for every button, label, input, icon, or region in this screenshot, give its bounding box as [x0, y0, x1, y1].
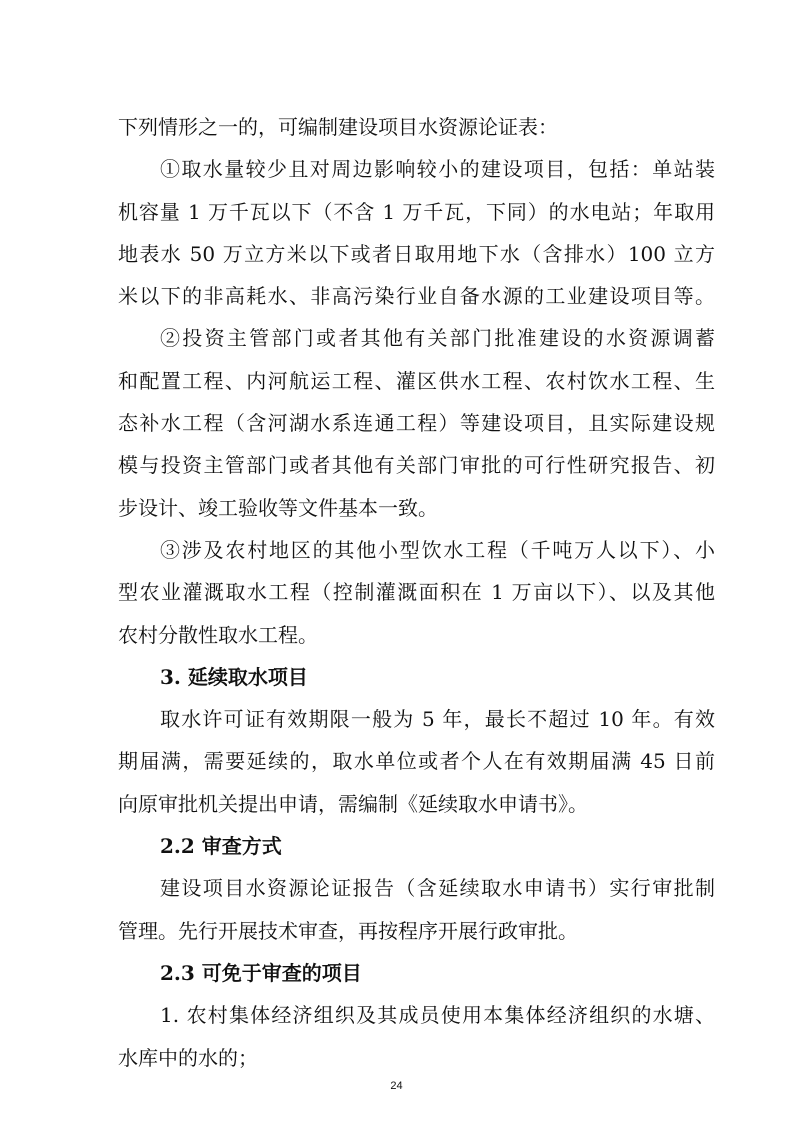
section-heading: 2.3 可免于审查的项目 — [160, 960, 362, 985]
list-item-1: ①取水量较少且对周边影响较小的建设项目，包括：单站装 — [160, 157, 715, 182]
paragraph-start: 1. 农村集体经济组织及其成员使用本集体经济组织的水塘、 — [160, 1003, 715, 1028]
document-body — [118, 106, 715, 1079]
paragraph-start: 取水许可证有效期限一般为 5 年，最长不超过 10 年。有效 — [160, 707, 715, 732]
text-line: 模与投资主管部门或者其他有关部门审批的可行性研究报告、初 — [118, 453, 715, 478]
page-number: 24 — [390, 1080, 403, 1092]
text-line: 型农业灌溉取水工程（控制灌溉面积在 1 万亩以下）、以及其他 — [118, 580, 715, 605]
paragraph-start: 建设项目水资源论证报告（含延续取水申请书）实行审批制 — [160, 876, 715, 901]
text-line: 期届满，需要延续的，取水单位或者个人在有效期届满 45 日前 — [118, 749, 715, 774]
text-line: 和配置工程、内河航运工程、灌区供水工程、农村饮水工程、生 — [118, 368, 715, 393]
text-line: 管理。先行开展技术审查，再按程序开展行政审批。 — [118, 918, 578, 943]
list-item-2: ②投资主管部门或者其他有关部门批准建设的水资源调蓄 — [160, 326, 715, 351]
text-line: 农村分散性取水工程。 — [118, 622, 318, 647]
text-line: 态补水工程（含河湖水系连通工程）等建设项目，且实际建设规 — [118, 411, 715, 436]
text-line: 水库中的水的； — [118, 1045, 258, 1070]
section-heading: 3. 延续取水项目 — [160, 664, 308, 689]
text-line: 米以下的非高耗水、非高污染行业自备水源的工业建设项目等。 — [118, 284, 715, 309]
text-line: 下列情形之一的，可编制建设项目水资源论证表： — [118, 115, 558, 139]
text-line: 地表水 50 万立方米以下或者日取用地下水（含排水）100 立方 — [118, 241, 715, 266]
text-line: 向原审批机关提出申请，需编制《延续取水申请书》。 — [118, 791, 588, 816]
text-line: 步设计、竣工验收等文件基本一致。 — [118, 495, 438, 520]
section-heading: 2.2 审查方式 — [160, 834, 282, 859]
text-line: 机容量 1 万千瓦以下（不含 1 万千瓦，下同）的水电站；年取用 — [118, 199, 715, 224]
list-item-3: ③涉及农村地区的其他小型饮水工程（千吨万人以下）、小 — [160, 537, 715, 562]
